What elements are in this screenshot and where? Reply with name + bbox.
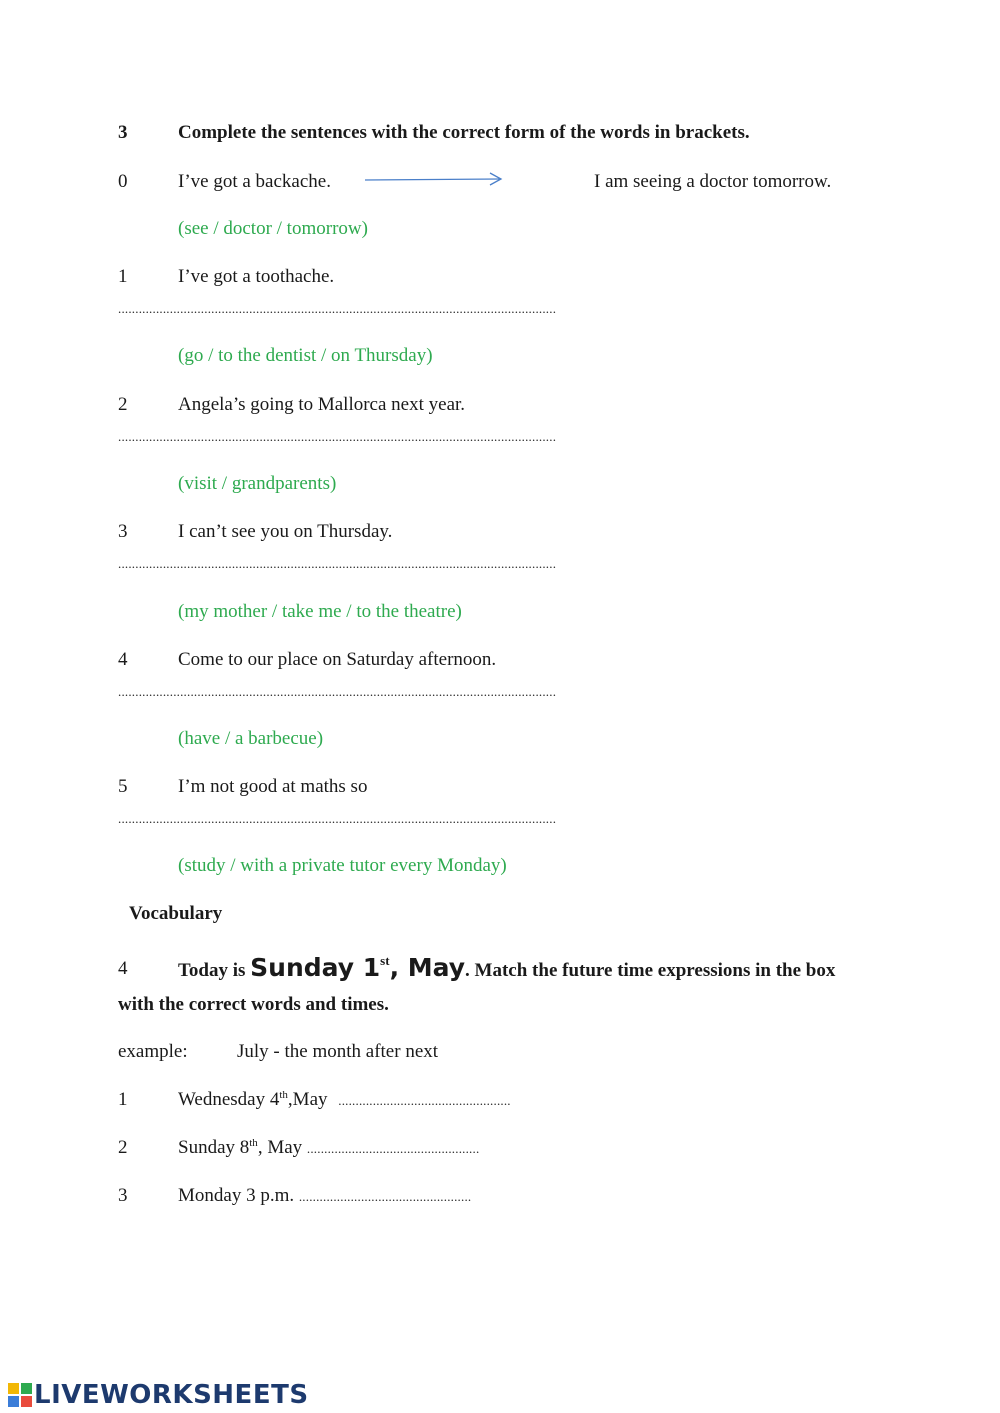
item-5-answer-line[interactable]: ............................................................................................................................... [118, 811, 557, 826]
exercise-4-date-month: , May [389, 953, 466, 982]
item-1-hint: (go / to the dentist / on Thursday) [178, 345, 433, 366]
exercise-4-intro: Today is [178, 960, 246, 981]
vocab-item-1-number: 1 [118, 1089, 128, 1110]
arrow-right-icon [362, 170, 507, 190]
vocab-item-1-sup: th [279, 1089, 288, 1101]
item-2-hint: (visit / grandparents) [178, 473, 337, 494]
item-5-prompt: I’m not good at maths so [178, 776, 368, 797]
example-text: July - the month after next [237, 1041, 439, 1062]
item-3-answer-line[interactable]: ............................................................................................................................... [118, 556, 557, 571]
exercise-4-instruction-rest: . Match the future time expressions in the box [465, 960, 836, 981]
item-4-answer-line[interactable]: ............................................................................................................................... [118, 684, 557, 699]
example-number: 0 [118, 171, 128, 192]
example-label: example: [118, 1041, 188, 1062]
vocab-item-2-text: Sunday 8 [178, 1137, 250, 1158]
example-answer: I am seeing a doctor tomorrow. [594, 171, 832, 192]
vocab-item-3-number: 3 [118, 1185, 128, 1206]
vocab-item-3-text: Monday 3 p.m. [178, 1185, 295, 1206]
exercise-3-number: 3 [118, 122, 128, 143]
vocab-item-2-blank[interactable]: .................................................. [306, 1141, 480, 1156]
item-1-prompt: I’ve got a toothache. [178, 266, 335, 287]
item-4-hint: (have / a barbecue) [178, 728, 324, 749]
item-3-hint: (my mother / take me / to the theatre) [178, 601, 462, 622]
vocab-item-2-text-b: , May [257, 1137, 303, 1158]
item-2-number: 2 [118, 394, 128, 415]
item-1-answer-line[interactable]: ............................................................................................................................... [118, 301, 557, 316]
exercise-4-number: 4 [118, 958, 128, 979]
liveworksheets-logo-icon [8, 1383, 32, 1407]
vocab-item-3 [178, 1184, 471, 1209]
exercise-4-instruction [178, 950, 835, 989]
vocab-item-1 [178, 1088, 511, 1113]
item-3-prompt: I can’t see you on Thursday. [178, 521, 393, 542]
vocab-item-1-blank[interactable]: .................................................. [338, 1093, 511, 1108]
vocab-item-2-number: 2 [118, 1137, 128, 1158]
example-prompt: I’ve got a backache. [178, 171, 331, 192]
item-4-number: 4 [118, 649, 128, 670]
item-3-number: 3 [118, 521, 128, 542]
exercise-4-date-day: Sunday 1 [250, 953, 381, 982]
item-5-hint: (study / with a private tutor every Monday) [178, 855, 507, 876]
vocabulary-heading: Vocabulary [129, 903, 223, 924]
exercise-4-date-sup: st [380, 953, 390, 968]
exercise-4-instruction-line2: with the correct words and times. [118, 994, 389, 1015]
exercise-3-instruction: Complete the sentences with the correct form of the words in brackets. [178, 122, 750, 143]
example-hint: (see / doctor / tomorrow) [178, 218, 368, 239]
vocab-item-3-blank[interactable]: .................................................. [298, 1189, 472, 1204]
vocab-item-2 [178, 1136, 479, 1161]
vocab-item-2-sup: th [249, 1137, 258, 1149]
item-1-number: 1 [118, 266, 128, 287]
vocab-item-1-text-b: ,May [287, 1089, 328, 1110]
item-5-number: 5 [118, 776, 128, 797]
item-2-prompt: Angela’s going to Mallorca next year. [178, 394, 466, 415]
item-4-prompt: Come to our place on Saturday afternoon. [178, 649, 497, 670]
vocab-item-1-text: Wednesday 4 [178, 1089, 280, 1110]
item-2-answer-line[interactable]: ............................................................................................................................... [118, 429, 557, 444]
liveworksheets-logo-text: LIVEWORKSHEETS [34, 1380, 309, 1410]
